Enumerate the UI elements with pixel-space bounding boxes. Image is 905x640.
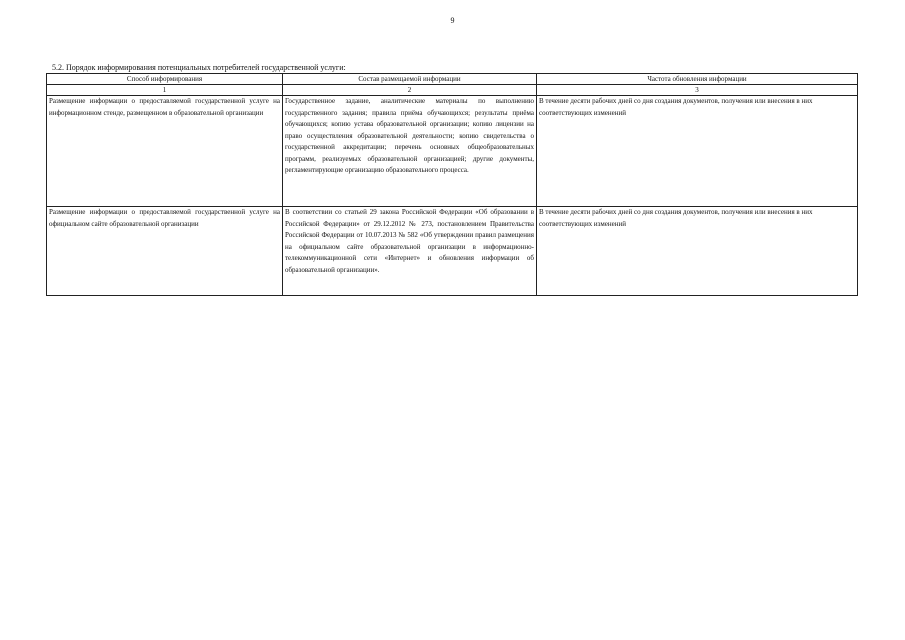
header-method: Способ информирования — [47, 74, 283, 85]
cell-content: Государственное задание, аналитические материалы по выполнению государственного задания; правила приёма обучающихся; результаты приёма обучающихся; копию устава образовательной организации; копию лицензии на право осуществления образовательной деятельности; копию свидетельства о государственной аккредитации; перечень основных общеобразовательных программ, реализуемых образовательной организацией; другие документы, регламентирующие организацию образовательного процесса. — [283, 96, 537, 207]
table-header-row — [47, 74, 858, 85]
cell-frequency: В течение десяти рабочих дней со дня создания документов, получения или внесения в них соответствующих изменений — [537, 96, 858, 207]
cell-method: Размещение информации о предоставляемой государственной услуге на информационном стенде, размещенном в образовательной организации — [47, 96, 283, 207]
information-table — [46, 73, 858, 296]
section-title: 5.2. Порядок информирования потенциальных потребителей государственной услуги: — [52, 63, 346, 72]
column-number: 1 — [47, 85, 283, 96]
table-row — [47, 96, 858, 207]
column-number: 2 — [283, 85, 537, 96]
cell-frequency: В течение десяти рабочих дней со дня создания документов, получения или внесения в них соответствующих изменений — [537, 207, 858, 296]
table-row — [47, 207, 858, 296]
column-number-row — [47, 85, 858, 96]
cell-method: Размещение информации о предоставляемой государственной услуге на официальном сайте образовательной организации — [47, 207, 283, 296]
header-frequency: Частота обновления информации — [537, 74, 858, 85]
column-number: 3 — [537, 85, 858, 96]
header-content: Состав размещаемой информации — [283, 74, 537, 85]
page-number: 9 — [450, 16, 455, 25]
cell-content: В соответствии со статьей 29 закона Российской Федерации «Об образовании в Российской Федерации» от 29.12.2012 № 273, постановлением Правительства Российской Федерации от 10.07.2013 № 582 «Об утверждении правил размещения на официальном сайте образовательной организации в информационно-телекоммуникационной сети «Интернет» и обновления информации об образовательной организации». — [283, 207, 537, 296]
